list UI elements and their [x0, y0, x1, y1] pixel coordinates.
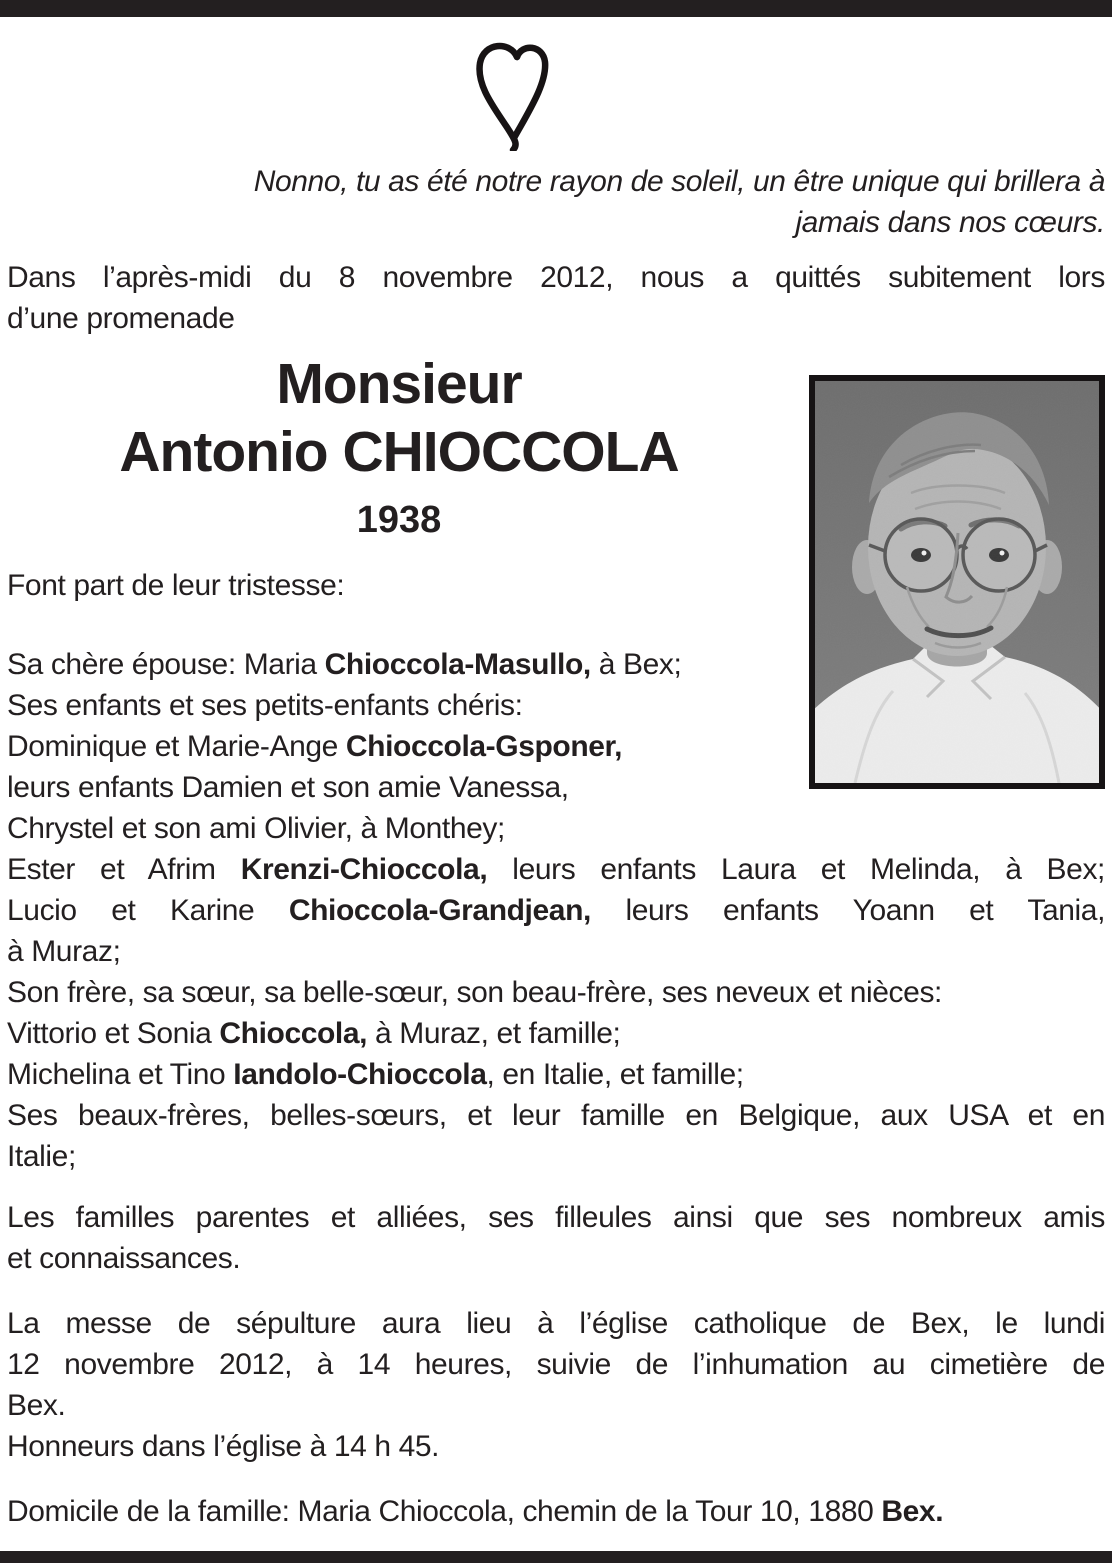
text-line: Font part de leur tristesse: [7, 569, 345, 602]
text-line: Michelina et Tino Iandolo-Chioccola, en Italie, et famille; [7, 1058, 744, 1091]
ceremony-paragraph [7, 1303, 1105, 1467]
portrait-photo [809, 375, 1105, 789]
text-line: Dans l’après-midi du 8 novembre 2012, nous a quittés subitement lors [7, 261, 1105, 294]
text-line: Italie; [7, 1140, 76, 1173]
birth-year: 1938 [356, 499, 442, 541]
text-line: Bex. [7, 1389, 66, 1422]
heart-icon [0, 39, 1112, 151]
text-line: Vittorio et Sonia Chioccola, à Muraz, et famille; [7, 1017, 621, 1050]
intro-paragraph [7, 257, 1105, 339]
relatives-friends-paragraph [7, 1197, 1105, 1279]
text-line: Ses enfants et ses petits-enfants chéris: [7, 689, 523, 722]
text-line: leurs enfants Damien et son amie Vanessa, [7, 771, 569, 804]
text-line: Honneurs dans l’église à 14 h 45. [7, 1430, 440, 1463]
top-border-bar [0, 0, 1112, 17]
text-line: Nonno, tu as été notre rayon de soleil, un être unique qui brillera à [253, 165, 1105, 198]
text-line: Sa chère épouse: Maria Chioccola-Masullo, à Bex; [7, 648, 682, 681]
text-line: Son frère, sa sœur, sa belle-sœur, son beau-frère, ses neveux et nièces: [7, 976, 942, 1009]
text-line: 12 novembre 2012, à 14 heures, suivie de l’inhumation au cimetière de [7, 1348, 1105, 1381]
text-line: Ester et Afrim Krenzi-Chioccola, leurs enfants Laura et Melinda, à Bex; [7, 853, 1105, 886]
text-line: La messe de sépulture aura lieu à l’église catholique de Bex, le lundi [7, 1307, 1105, 1340]
memorial-quote [7, 161, 1105, 243]
text-line: Les familles parentes et alliées, ses filleules ainsi que ses nombreux amis [7, 1201, 1105, 1234]
text-line: Domicile de la famille: Maria Chioccola, chemin de la Tour 10, 1880 Bex. [7, 1495, 944, 1528]
text-line: jamais dans nos cœurs. [795, 206, 1105, 239]
text-line: Dominique et Marie-Ange Chioccola-Gsponer, [7, 730, 623, 763]
bottom-border-bar [0, 1551, 1112, 1563]
deceased-name: Antonio CHIOCCOLA [119, 420, 679, 484]
text-line: Ses beaux-frères, belles-sœurs, et leur famille en Belgique, aux USA et en [7, 1099, 1105, 1132]
text-line: et connaissances. [7, 1242, 241, 1275]
residence-line [7, 1491, 1105, 1532]
text-line: Chrystel et son ami Olivier, à Monthey; [7, 812, 505, 845]
text-line: Lucio et Karine Chioccola-Grandjean, leurs enfants Yoann et Tania, [7, 894, 1106, 927]
text-line: à Muraz; [7, 935, 121, 968]
text-line: d’une promenade [7, 302, 235, 335]
deceased-title: Monsieur [276, 352, 522, 416]
